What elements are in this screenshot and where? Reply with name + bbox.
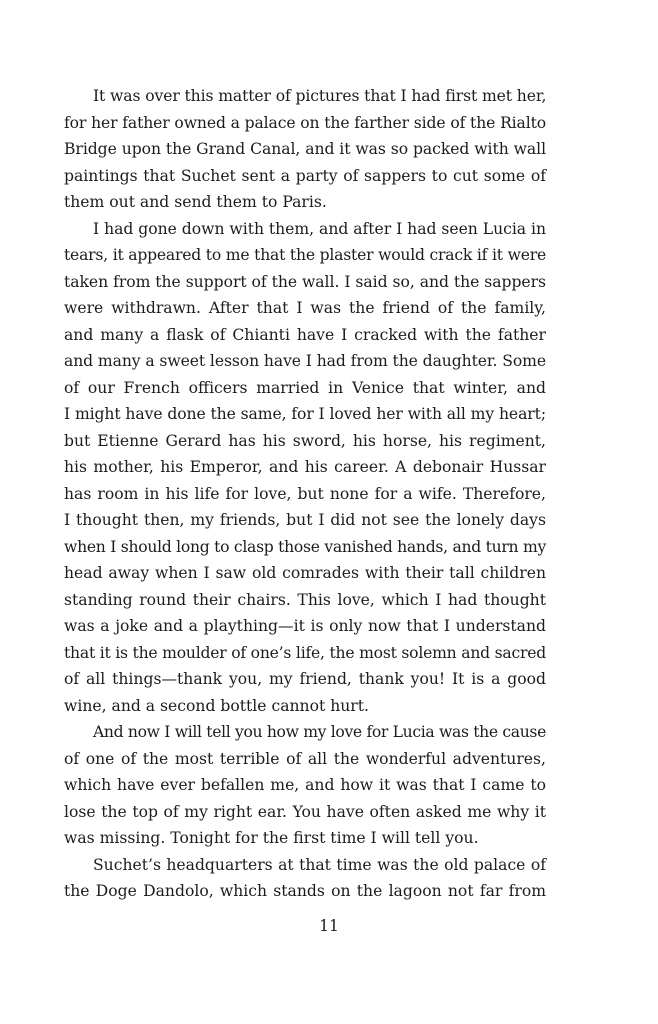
- text-line: head away when I saw old comrades with their tall children: [64, 564, 546, 582]
- text-line: and many a flask of Chianti have I cracked with the father: [64, 325, 546, 344]
- paragraph: [64, 83, 546, 216]
- text-line: Suchet’s headquarters at that time was the old palace of: [93, 855, 546, 874]
- paragraph: [64, 719, 546, 852]
- text-line: has room in his life for love, but none for a wife. Therefore,: [64, 484, 546, 503]
- text-line: when I should long to clasp those vanished hands, and turn my: [64, 537, 546, 556]
- text-line: which have ever befallen me, and how it was that I came to: [64, 776, 546, 794]
- text-line: Bridge upon the Grand Canal, and it was so packed with wall: [64, 140, 547, 158]
- text-line: of one of the most terrible of all the wonderful adventures,: [64, 749, 546, 768]
- body-text: [64, 83, 546, 905]
- text-line: but Etienne Gerard has his sword, his horse, his regiment,: [64, 431, 546, 450]
- text-line: was a joke and a plaything—it is only now that I understand: [64, 617, 546, 635]
- text-line: and many a sweet lesson have I had from the daughter. Some: [64, 352, 547, 370]
- text-line: for her father owned a palace on the farther side of the Rialto: [64, 113, 546, 132]
- text-line: lose the top of my right ear. You have often asked me why it: [64, 802, 546, 821]
- text-line: them out and send them to Paris.: [64, 193, 327, 211]
- paragraph: [64, 852, 546, 905]
- text-line: It was over this matter of pictures that I had first met her,: [93, 87, 547, 105]
- paragraph: [64, 216, 546, 720]
- text-line: I had gone down with them, and after I had seen Lucia in: [93, 219, 546, 238]
- text-line: were withdrawn. After that I was the friend of the family,: [64, 299, 546, 317]
- text-line: of all things—thank you, my friend, thank you! It is a good: [64, 670, 546, 688]
- text-line: I thought then, my friends, but I did not see the lonely days: [64, 511, 546, 529]
- text-line: of our French officers married in Venice that winter, and: [64, 378, 546, 397]
- text-line: And now I will tell you how my love for Lucia was the cause: [93, 723, 546, 741]
- text-line: that it is the moulder of one’s life, the most solemn and sacred: [64, 643, 547, 662]
- text-line: his mother, his Emperor, and his career. A debonair Hussar: [64, 458, 546, 476]
- text-line: tears, it appeared to me that the plaster would crack if it were: [64, 246, 546, 264]
- text-line: taken from the support of the wall. I said so, and the sappers: [64, 272, 547, 291]
- text-line: was missing. Tonight for the first time I will tell you.: [64, 829, 479, 847]
- text-line: standing round their chairs. This love, which I had thought: [64, 590, 546, 609]
- text-line: wine, and a second bottle cannot hurt.: [64, 696, 369, 715]
- page-number: 11: [319, 917, 339, 935]
- text-line: paintings that Suchet sent a party of sappers to cut some of: [64, 166, 546, 185]
- text-line: I might have done the same, for I loved her with all my heart;: [64, 405, 546, 423]
- text-line: the Doge Dandolo, which stands on the lagoon not far from: [64, 882, 546, 900]
